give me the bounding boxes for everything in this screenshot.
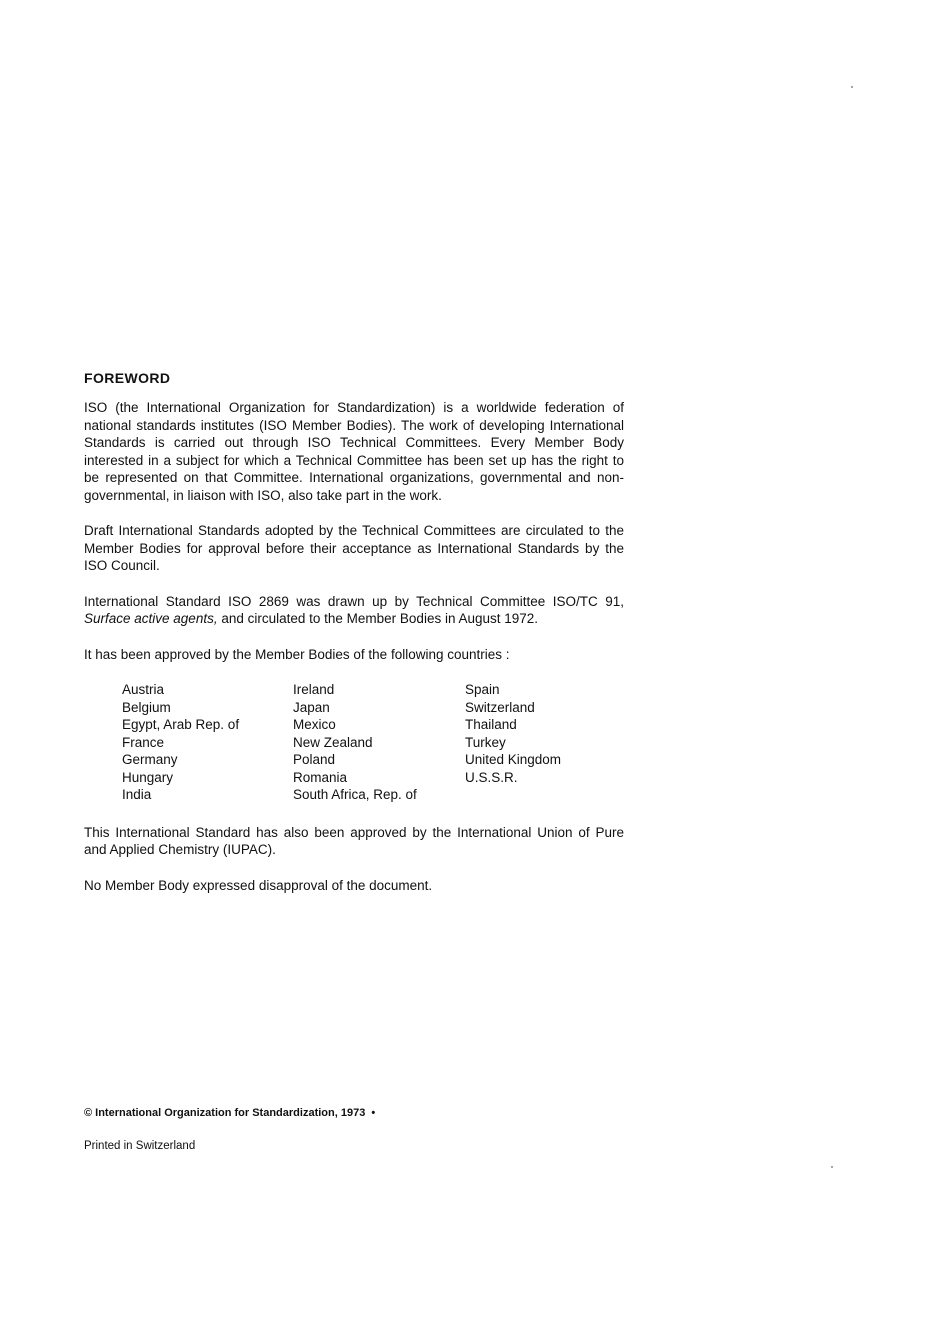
country-name: Japan <box>292 699 330 715</box>
country-name: Poland <box>292 752 336 767</box>
country-name: U.S.S.R. <box>464 769 518 785</box>
country-name: Switzerland <box>464 699 535 715</box>
country-name: United Kingdom <box>464 752 562 767</box>
committee-subject: Surface active agents, <box>84 611 218 626</box>
country-name: Turkey <box>464 734 506 750</box>
origin-text-b: and circulated to the Member Bodies in August 1972. <box>217 611 539 626</box>
paragraph-approval-intro: It has been approved by the Member Bodies of the following countries : <box>84 646 510 662</box>
countries-column-1 <box>122 681 293 804</box>
country-name: Egypt, Arab Rep. of <box>122 717 240 732</box>
printed-location: Printed in Switzerland <box>84 1140 196 1152</box>
countries-list <box>122 681 624 804</box>
paragraph-draft-standards: Draft International Standards adopted by the Technical Committees are circulated to the Member Bodies for approval before their acceptance as International Standards by the ISO Council. <box>84 523 624 573</box>
foreword-section <box>84 370 624 912</box>
paragraph-iupac-approval: This International Standard has also been approved by the International Union of Pure and Applied Chemistry (IUPAC). <box>84 824 624 857</box>
country-name: Mexico <box>292 717 336 732</box>
country-name: South Africa, Rep. of <box>292 787 417 802</box>
country-name: France <box>122 734 165 750</box>
country-name: Thailand <box>464 717 517 732</box>
paragraph-iso-intro: ISO (the International Organization for Standardization) is a worldwide federation of national standards institutes (ISO Member Bodies). The work of developing International Standards is carried out through ISO Technical Committees. Every Member Body interested in a subject for which a Technical Committee has been set up has the right to be represented on that Committee. International organizations, governmental and non-governmental, in liaison with ISO, also take part in the work. <box>84 400 624 503</box>
country-name: Belgium <box>122 699 171 715</box>
countries-column-3 <box>465 681 624 804</box>
country-name: Ireland <box>292 682 335 697</box>
countries-column-2 <box>293 681 465 804</box>
country-name: New Zealand <box>292 734 373 750</box>
country-name: Germany <box>122 752 178 767</box>
paragraph-no-disapproval: No Member Body expressed disapproval of the document. <box>84 877 433 893</box>
scan-speck <box>831 1166 833 1168</box>
country-name: Hungary <box>122 769 174 785</box>
bullet-icon: • <box>371 1107 376 1119</box>
foreword-heading: FOREWORD <box>84 370 171 386</box>
country-name: Spain <box>464 682 500 697</box>
origin-text-a: International Standard ISO 2869 was drawn up by Technical Committee ISO/TC 91, <box>84 593 624 609</box>
paragraph-standard-origin <box>84 593 624 628</box>
country-name: Austria <box>122 682 165 697</box>
country-name: Romania <box>292 769 348 785</box>
copyright-notice <box>84 1107 375 1119</box>
copyright-text: © International Organization for Standardization, 1973 <box>84 1107 366 1119</box>
country-name: India <box>122 787 152 802</box>
scan-speck <box>851 86 853 88</box>
